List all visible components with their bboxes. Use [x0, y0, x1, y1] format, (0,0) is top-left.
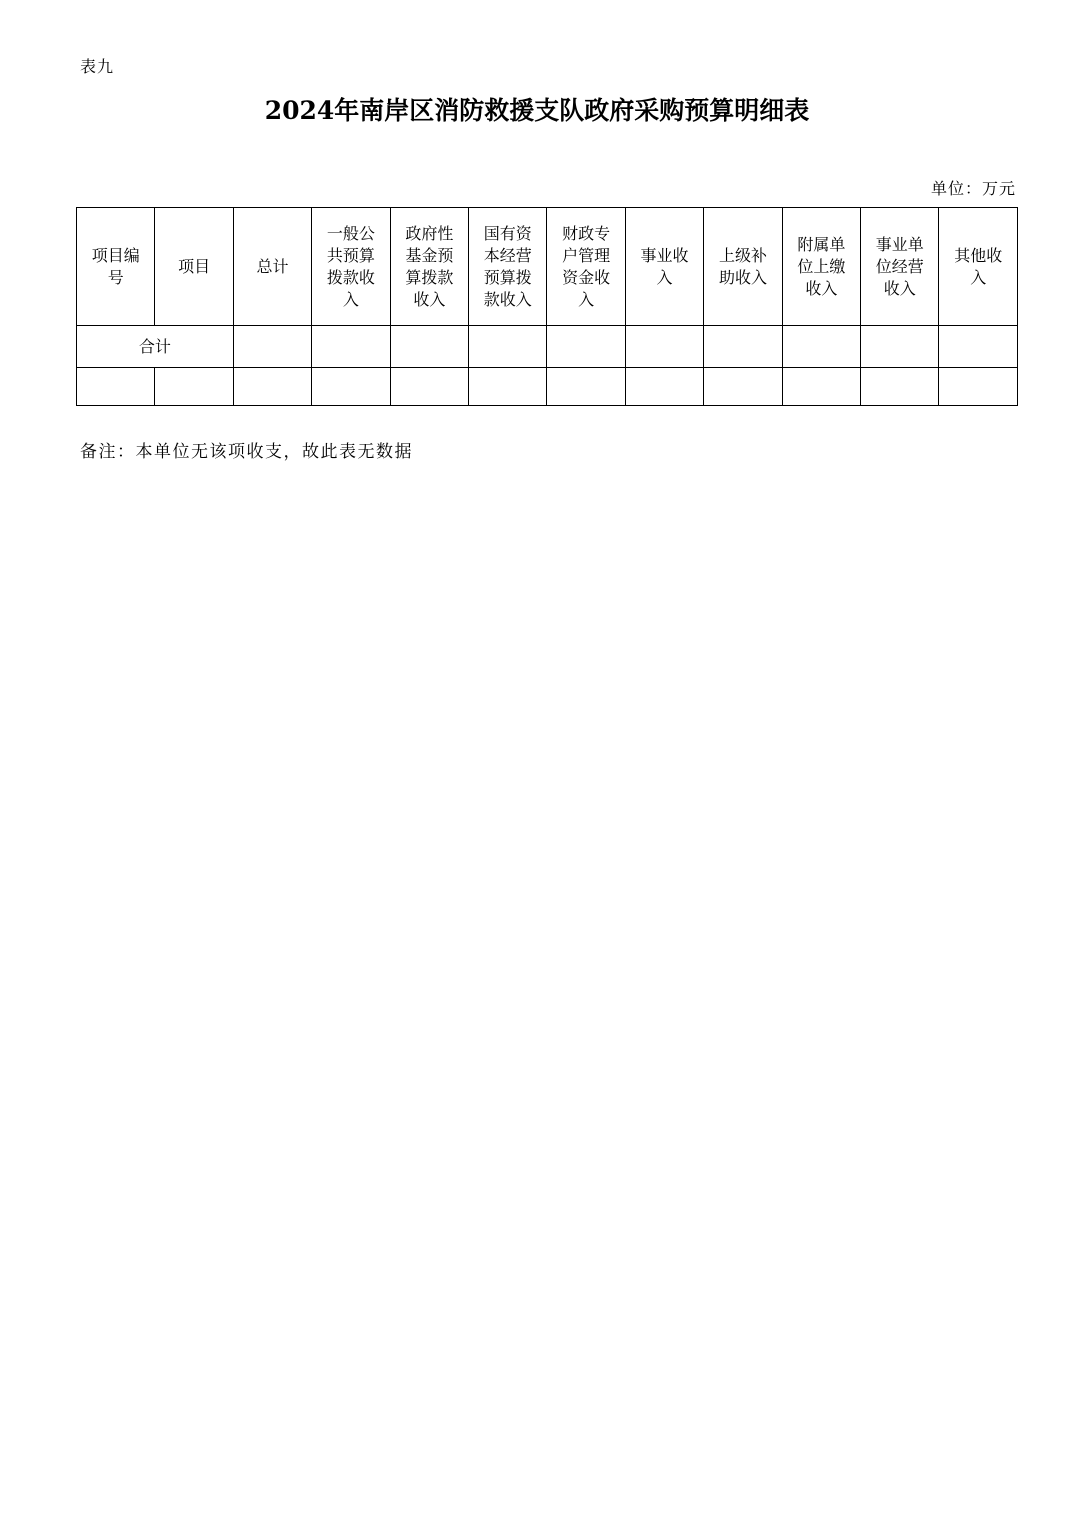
table-cell	[704, 368, 782, 406]
page-title: 2024年南岸区消防救援支队政府采购预算明细表	[264, 96, 810, 125]
column-header-affiliated-unit-payment: 附属单位上缴收入	[782, 208, 860, 326]
column-header-institution-operating-income: 事业单位经营收入	[861, 208, 939, 326]
total-row	[77, 326, 1018, 368]
table-cell	[233, 368, 311, 406]
column-header-fiscal-special-account: 财政专户管理资金收入	[547, 208, 625, 326]
remark-note: 备注：本单位无该项收支，故此表无数据	[80, 442, 413, 462]
table-cell	[77, 368, 155, 406]
table-cell	[390, 368, 468, 406]
unit-label: 单位：万元	[930, 179, 1016, 198]
column-header-general-public-budget: 一般公共预算拨款收入	[312, 208, 390, 326]
table-cell	[233, 326, 311, 368]
table-cell	[390, 326, 468, 368]
table-cell	[312, 368, 390, 406]
table-header-row	[77, 208, 1018, 326]
column-header-other-income: 其他收入	[939, 208, 1018, 326]
column-header-government-fund-budget: 政府性基金预算拨款收入	[390, 208, 468, 326]
column-header-project-code: 项目编号	[77, 208, 155, 326]
table-row	[77, 368, 1018, 406]
table-cell	[469, 326, 547, 368]
table-cell	[547, 368, 625, 406]
table-cell	[861, 368, 939, 406]
table-cell	[939, 368, 1018, 406]
table-cell	[782, 368, 860, 406]
table-cell	[625, 368, 703, 406]
column-header-superior-subsidy: 上级补助收入	[704, 208, 782, 326]
table-cell	[547, 326, 625, 368]
table-cell	[155, 368, 233, 406]
column-header-business-income: 事业收入	[625, 208, 703, 326]
table-cell	[861, 326, 939, 368]
table-cell	[312, 326, 390, 368]
procurement-budget-table	[76, 207, 1018, 406]
total-row-label: 合计	[77, 326, 234, 368]
column-header-project: 项目	[155, 208, 233, 326]
column-header-state-capital-budget: 国有资本经营预算拨款收入	[469, 208, 547, 326]
table-cell	[625, 326, 703, 368]
table-cell	[939, 326, 1018, 368]
column-header-total: 总计	[233, 208, 311, 326]
table-cell	[704, 326, 782, 368]
table-number-label: 表九	[80, 57, 115, 76]
table-cell	[469, 368, 547, 406]
table-cell	[782, 326, 860, 368]
